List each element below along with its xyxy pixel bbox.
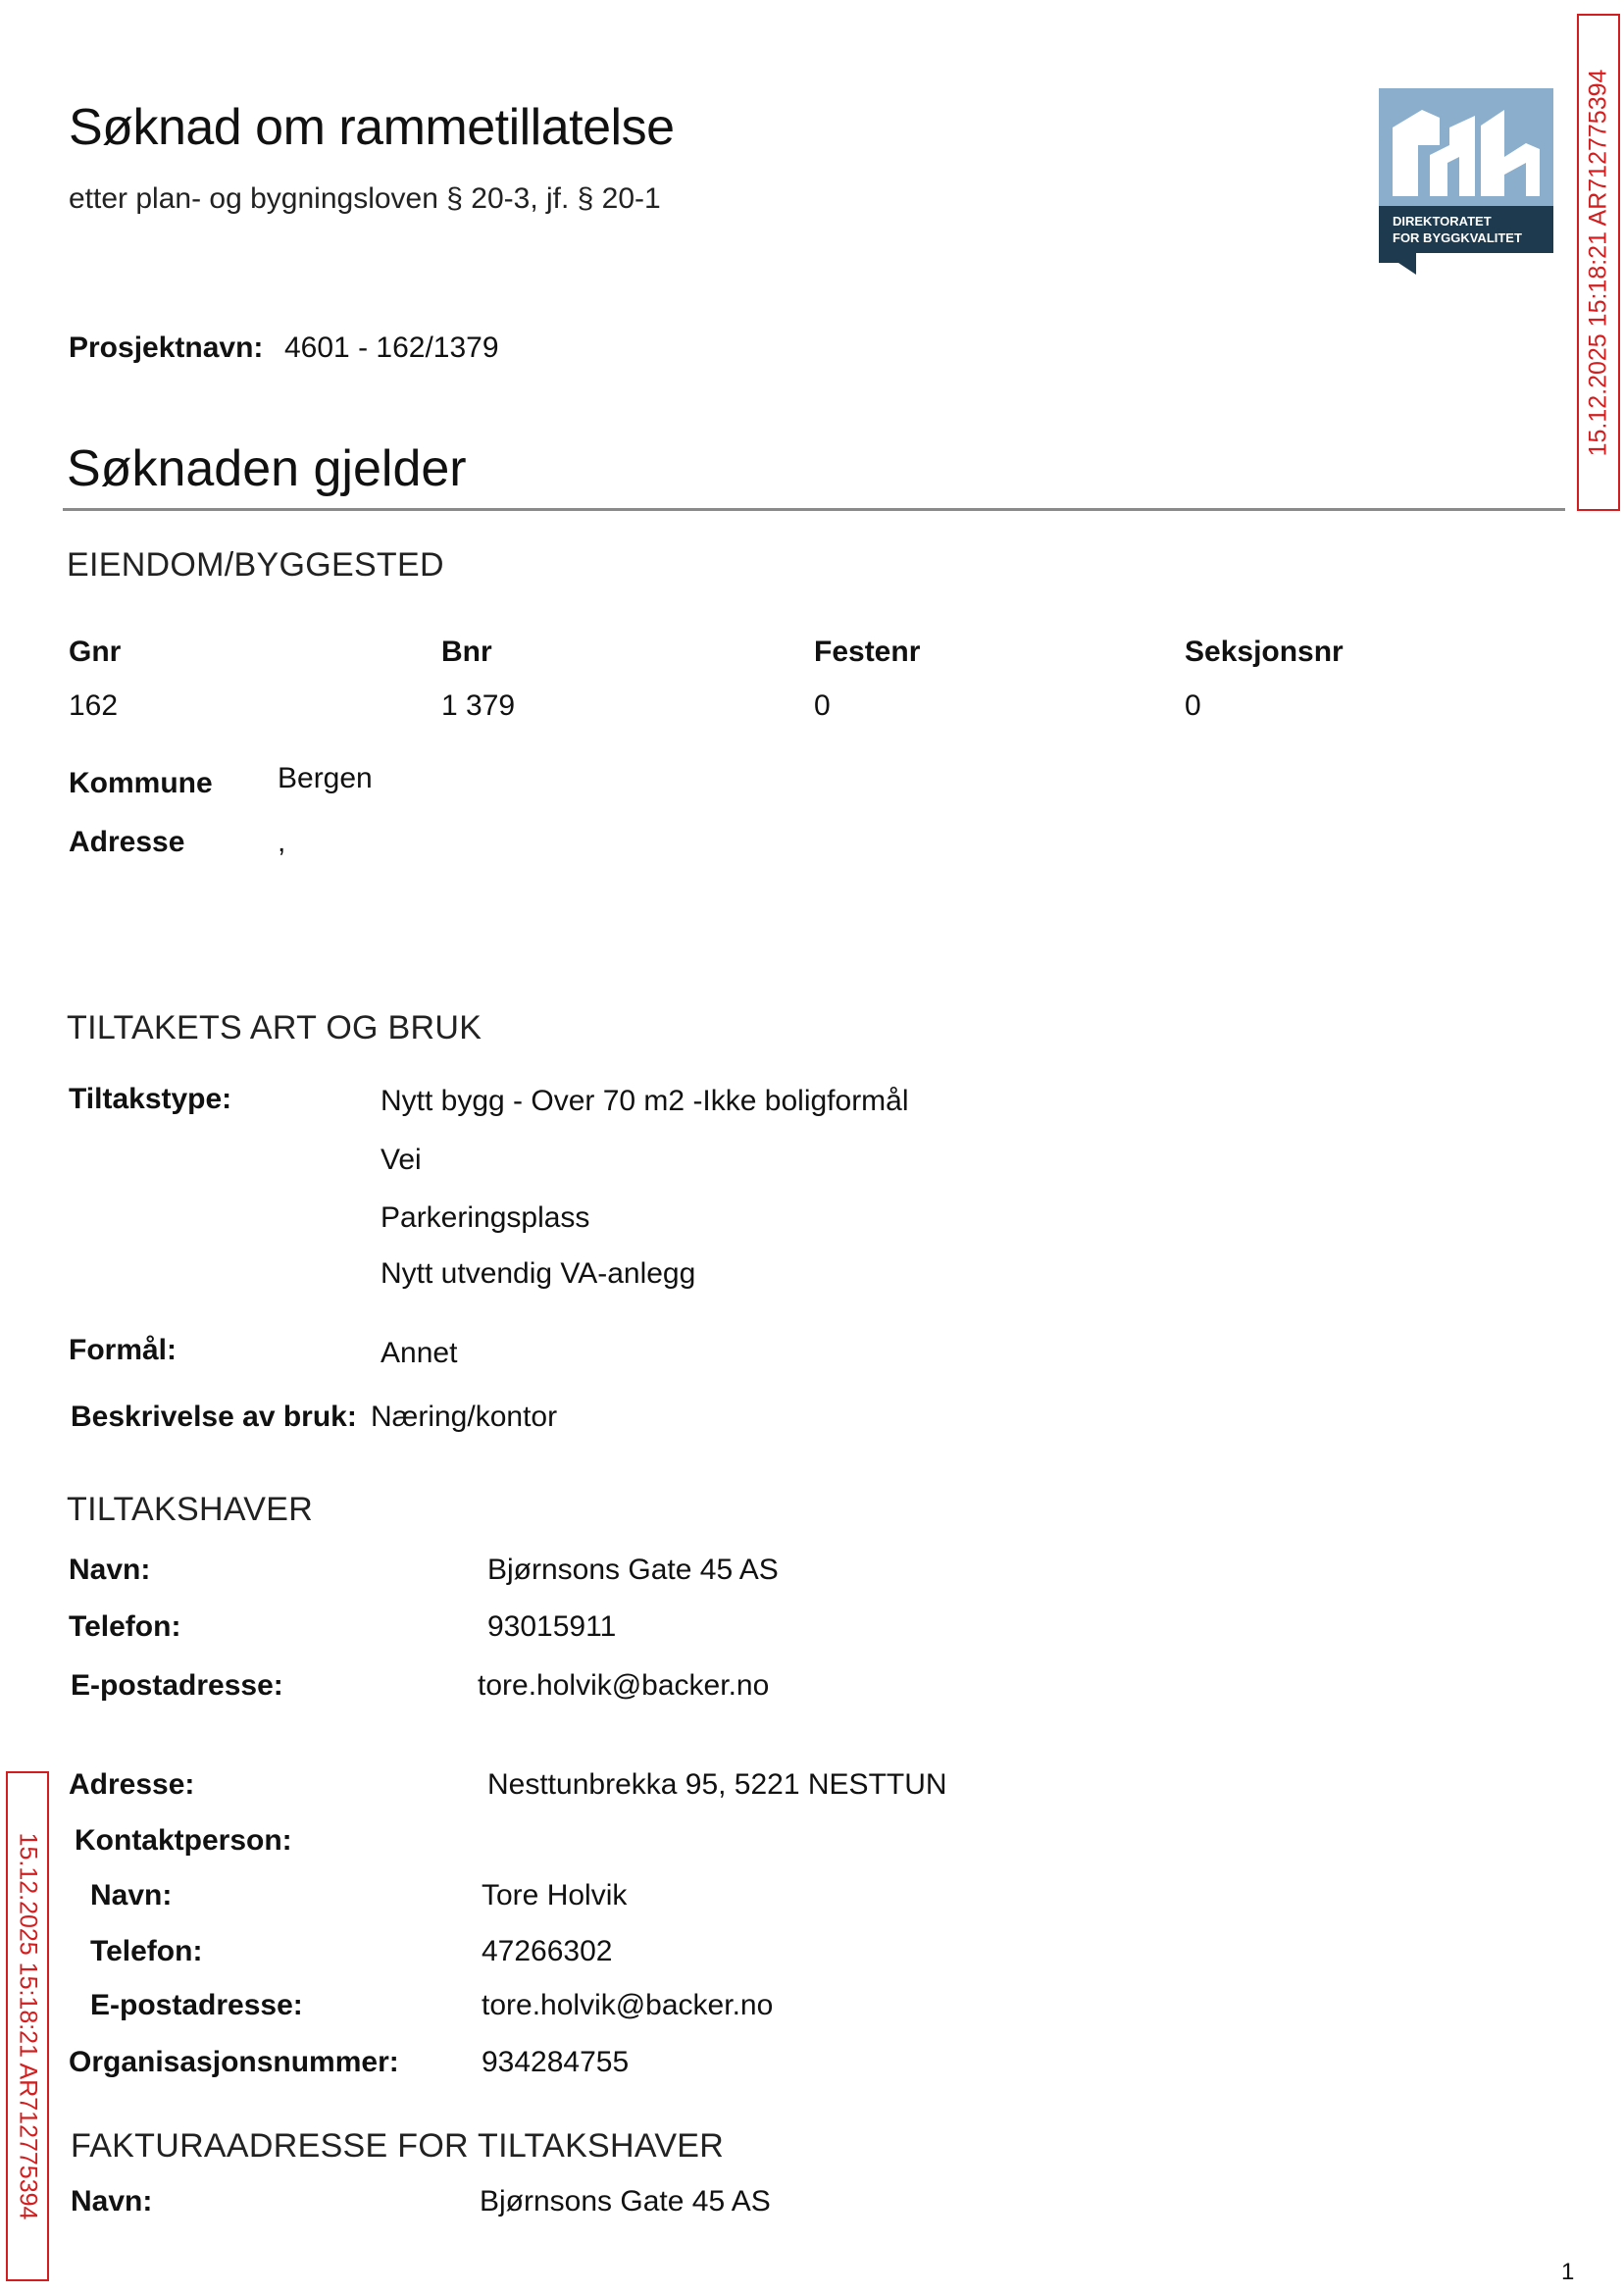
tiltakshaver-telefon-value: 93015911 — [487, 1610, 617, 1643]
document-subtitle: etter plan- og bygningsloven § 20-3, jf. § 20-1 — [69, 182, 661, 215]
seksjonsnr-label: Seksjonsnr — [1185, 636, 1344, 668]
tiltakshaver-adresse-label: Adresse: — [69, 1768, 195, 1801]
timestamp-stamp-right — [1577, 14, 1620, 511]
kontaktperson-telefon-value: 47266302 — [482, 1935, 613, 1967]
tiltakshaver-navn-label: Navn: — [69, 1554, 151, 1586]
faktura-navn-value: Bjørnsons Gate 45 AS — [480, 2185, 771, 2218]
section-heading-faktura: FAKTURAADRESSE FOR TILTAKSHAVER — [71, 2127, 725, 2165]
kontaktperson-label: Kontaktperson: — [75, 1824, 292, 1857]
bnr-value: 1 379 — [441, 689, 516, 722]
kontaktperson-telefon-label: Telefon: — [90, 1935, 203, 1967]
orgnr-value: 934284755 — [482, 2046, 630, 2078]
tiltakshaver-adresse-value: Nesttunbrekka 95, 5221 NESTTUN — [487, 1768, 947, 1801]
tiltakshaver-epost-label: E-postadresse: — [71, 1669, 283, 1702]
kommune-value: Bergen — [278, 762, 373, 794]
main-heading: Søknaden gjelder — [67, 440, 467, 497]
bnr-label: Bnr — [441, 636, 492, 668]
tiltakstype-value: Parkeringsplass — [381, 1201, 590, 1234]
kontaktperson-navn-value: Tore Holvik — [482, 1879, 628, 1912]
bruk-label: Beskrivelse av bruk: — [71, 1401, 357, 1433]
project-name-value: 4601 - 162/1379 — [284, 331, 499, 364]
project-name-label: Prosjektnavn: — [69, 331, 264, 364]
festenr-label: Festenr — [814, 636, 921, 668]
dibk-logo-graphic — [1379, 88, 1553, 275]
heading-divider — [63, 508, 1565, 511]
tiltakstype-value: Nytt bygg - Over 70 m2 -Ikke boligformål — [381, 1085, 909, 1117]
faktura-navn-label: Navn: — [71, 2185, 153, 2218]
festenr-value: 0 — [814, 689, 831, 722]
bruk-value: Næring/kontor — [371, 1401, 558, 1433]
tiltakstype-label: Tiltakstype: — [69, 1083, 232, 1115]
page-number: 1 — [1561, 2259, 1575, 2285]
section-heading-tiltak: TILTAKETS ART OG BRUK — [67, 1009, 482, 1046]
formal-label: Formål: — [69, 1334, 178, 1366]
seksjonsnr-value: 0 — [1185, 689, 1201, 722]
document-title: Søknad om rammetillatelse — [69, 99, 675, 156]
tiltakshaver-telefon-label: Telefon: — [69, 1610, 181, 1643]
logo-text-line2: FOR BYGGKVALITET — [1393, 230, 1522, 245]
tiltakshaver-epost-value: tore.holvik@backer.no — [478, 1669, 770, 1702]
formal-value: Annet — [381, 1337, 458, 1369]
stamp-text: 15.12.2025 15:18:21 AR712775394 — [1584, 69, 1612, 456]
section-heading-property: EIENDOM/BYGGESTED — [67, 546, 444, 584]
kontaktperson-epost-value: tore.holvik@backer.no — [482, 1989, 774, 2021]
orgnr-label: Organisasjonsnummer: — [69, 2046, 399, 2078]
logo-text-line1: DIREKTORATET — [1393, 214, 1492, 229]
dibk-logo — [1379, 88, 1553, 275]
adresse-value: , — [278, 826, 286, 858]
tiltakstype-value: Vei — [381, 1144, 422, 1176]
gnr-label: Gnr — [69, 636, 122, 668]
kommune-label: Kommune — [69, 767, 213, 799]
tiltakstype-value: Nytt utvendig VA-anlegg — [381, 1257, 696, 1290]
kontaktperson-epost-label: E-postadresse: — [90, 1989, 303, 2021]
kontaktperson-navn-label: Navn: — [90, 1879, 173, 1912]
tiltakshaver-navn-value: Bjørnsons Gate 45 AS — [487, 1554, 779, 1586]
section-heading-tiltakshaver: TILTAKSHAVER — [67, 1491, 314, 1528]
gnr-value: 162 — [69, 689, 119, 722]
timestamp-stamp-left — [6, 1771, 49, 2281]
adresse-label: Adresse — [69, 826, 185, 858]
stamp-text: 15.12.2025 15:18:21 AR712775394 — [14, 1832, 42, 2220]
